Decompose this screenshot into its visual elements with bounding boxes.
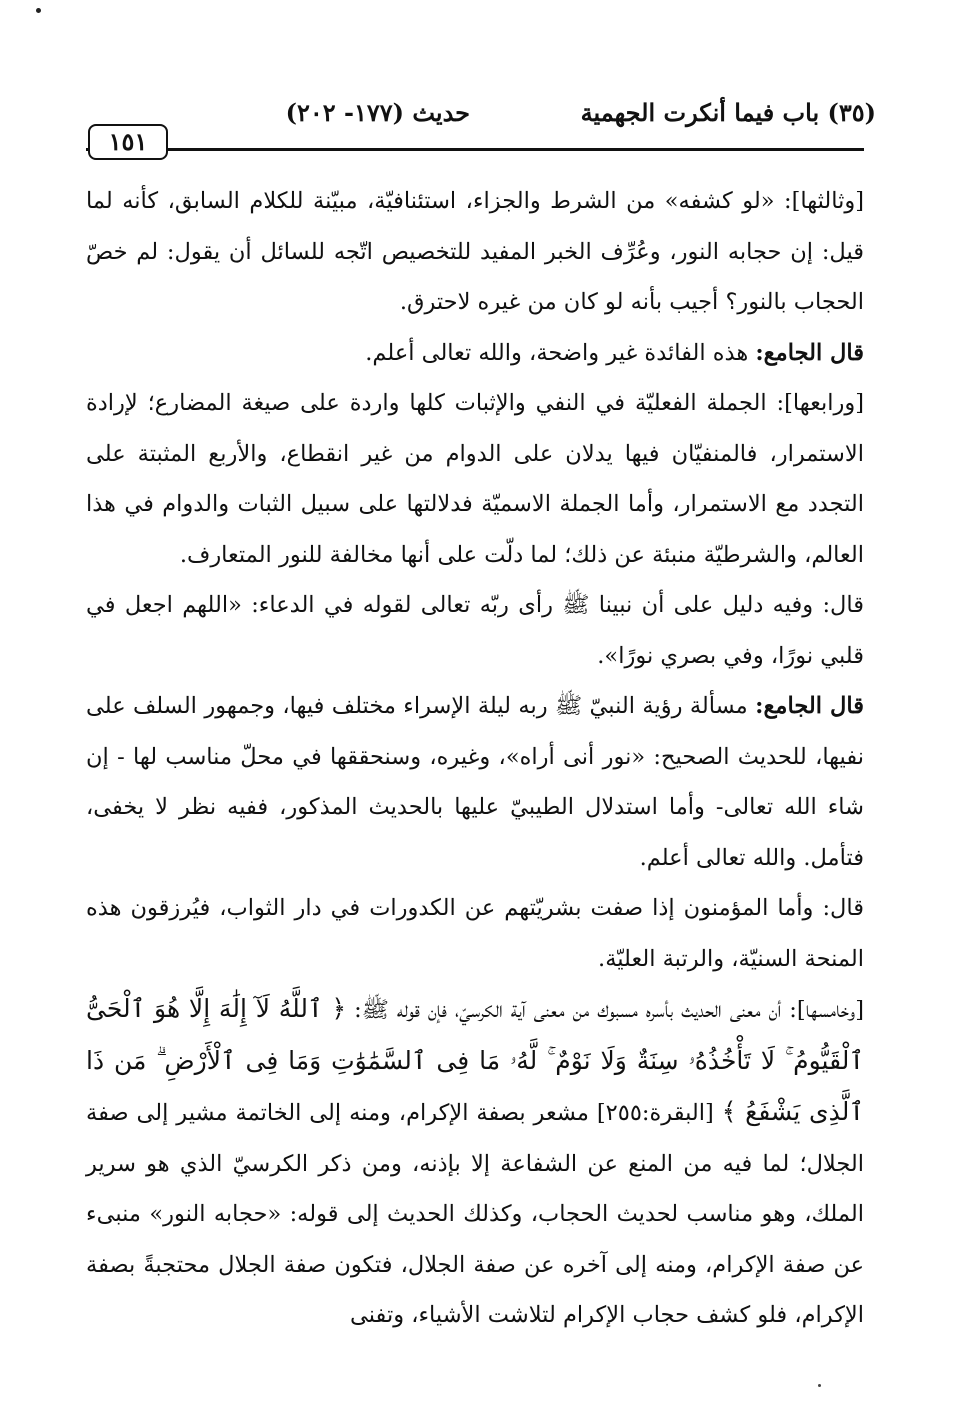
paragraph-3 xyxy=(86,378,864,580)
scan-mark xyxy=(818,1384,821,1387)
scan-dot xyxy=(36,8,41,13)
body-text xyxy=(86,176,864,1341)
paragraph-text: هذه الفائدة غير واضحة، والله تعالى أعلم. xyxy=(365,339,756,366)
chapter-title: (٣٥) باب فيما أنكرت الجهمية xyxy=(580,98,876,127)
hadith-range: حديث (١٧٧- ٢٠٢) xyxy=(285,98,470,127)
paragraph-text: قال: وأما المؤمنون إذا صفت بشريّتهم عن الكدورات في دار الثواب، فيُرزقون هذه المنحة السنيّة، والرتبة العليّة. xyxy=(86,895,864,972)
paragraph-text: مسألة رؤية النبيّ ﷺ ربه ليلة الإسراء مختلف فيها، وجمهور السلف على نفيها، للحديث الصحيح: «نور أنى أراه»، وغيره، وسنحققها في محلّ مناسب لها - إن شاء الله تعالى- وأما استدلال الطيبيّ عليها بالحديث المذكور، ففيه نظر لا يخفى، فتأمل. والله تعالى أعلم. xyxy=(86,693,864,871)
paragraph-text: [البقرة:٢٥٥] مشعر بصفة الإكرام، ومنه إلى الخاتمة مشير إلى صفة الجلال؛ لما فيه من المنع عن الشفاعة إلا بإذنه، ومن ذكر الكرسيّ الذي هو سرير الملك، وهو مناسب لحديث الحجاب، وكذلك الحديث إلى قوله: «حجابه النور» منبىء عن صفة الإكرام، ومنه إلى آخره عن صفة الجلال، فتكون صفة الجلال محتجبةً بصفة الإكرام، فلو كشف حجاب الإكرام لتلاشت الأشياء، وتفنى xyxy=(86,1100,864,1328)
running-header xyxy=(86,96,876,142)
paragraph-6 xyxy=(86,883,864,984)
paragraph-7 xyxy=(86,984,864,1341)
paragraph-label: قال الجامع: xyxy=(755,693,864,719)
paragraph-text: [وخامسها]: أن معنى الحديث بأسره مسبوك من معنى آية الكرسيّ، فإن قوله ﷺ: xyxy=(346,997,864,1023)
paragraph-text: [ورابعها]: الجملة الفعليّة في النفي والإثبات كلها واردة على صيغة المضارع؛ لإرادة الاستمرار، فالمنفيّان فيها يدلان على الدوام من غير انقطاع، والأربع المثبتة على التجدد مع الاستمرار، وأما الجملة الاسميّة فدلالتها على سبيل الثبات والدوام في هذا العالم، والشرطيّة منبئة عن ذلك؛ لما دلّت على أنها مخالفة للنور المتعارف. xyxy=(86,390,864,568)
page-number: ١٥١ xyxy=(88,124,168,160)
paragraph-label: قال الجامع: xyxy=(755,339,864,366)
paragraph-5 xyxy=(86,681,864,883)
paragraph-2 xyxy=(86,328,864,379)
paragraph-1 xyxy=(86,176,864,328)
header-rule xyxy=(86,148,864,151)
quran-verse: ﴿ ٱللَّهُ لَآ إِلَٰهَ إِلَّا هُوَ ٱلْحَىُّ ٱلْقَيُّومُ ۚ لَا تَأْخُذُهُۥ سِنَةٌ وَلَا نَوْمٌ ۚ لَّهُۥ مَا فِى ٱلسَّمَٰوَٰتِ وَمَا فِى ٱلْأَرْضِ ۗ مَن ذَا ٱلَّذِى يَشْفَعُ ﴾ xyxy=(86,994,864,1126)
paragraph-4 xyxy=(86,580,864,681)
paragraph-text: [وثالثها]: «لو كشفه» من الشرط والجزاء، استئنافيّة، مبيّنة للكلام السابق، كأنه لما قيل: إن حجابه النور، وعُرِّف الخبر المفيد للتخصيص اتّجه للسائل أن يقول: لم خصّ الحجاب بالنور؟ أجيب بأنه لو كان من غيره لاحترق. xyxy=(86,188,864,315)
paragraph-text: قال: وفيه دليل على أن نبينا ﷺ رأى ربّه تعالى لقوله في الدعاء: «اللهم اجعل في قلبي نورًا، وفي بصري نورًا». xyxy=(86,592,864,669)
